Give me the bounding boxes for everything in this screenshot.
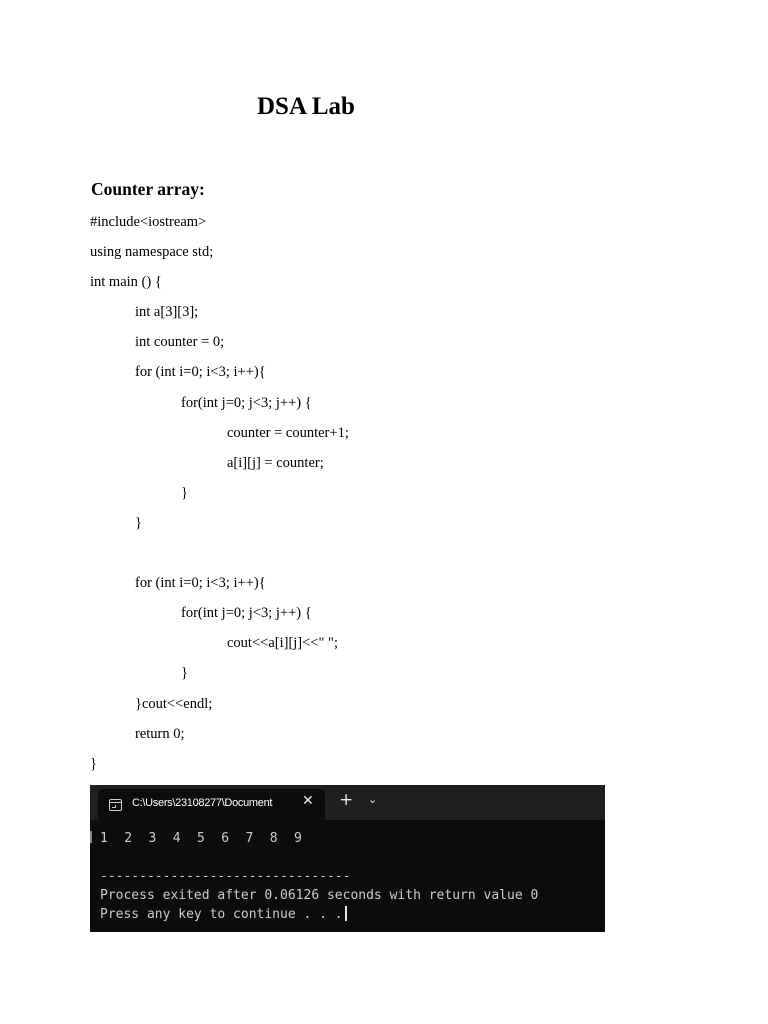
code-line: int counter = 0; [135,334,225,351]
code-line: for (int i=0; i<3; i++){ [135,364,266,381]
terminal-tab[interactable] [98,789,325,820]
terminal-tab-title: C:\Users\23108277\Document [132,797,273,809]
new-tab-button[interactable]: + [339,790,354,810]
code-line: }cout<<endl; [135,695,213,712]
code-line: } [135,514,142,531]
terminal-icon [109,799,122,811]
code-line: } [90,755,97,772]
separator-line: -------------------------------- [100,869,351,884]
code-line: for (int i=0; i<3; i++){ [135,575,266,592]
code-line: a[i][j] = counter; [227,454,324,471]
code-line: counter = counter+1; [227,424,349,441]
terminal-output-area[interactable] [100,829,538,924]
code-line [90,538,590,568]
chevron-down-icon[interactable]: ⌄ [368,793,378,806]
section-heading: Counter array: [91,179,205,199]
close-icon[interactable]: ✕ [302,793,314,809]
code-line: } [181,665,188,682]
code-line: int main () { [90,274,162,291]
document-title: DSA Lab [257,93,355,120]
continue-prompt: Press any key to continue . . . [100,907,343,922]
text-cursor [345,906,347,921]
code-line: #include<iostream> [90,214,207,230]
continue-prompt-line [100,905,538,924]
terminal-left-edge [90,831,92,843]
code-line: for(int j=0; j<3; j++) { [181,394,312,411]
terminal-titlebar [90,785,605,820]
code-line: int a[3][3]; [135,304,199,321]
terminal-window[interactable] [90,785,605,932]
code-listing [90,207,590,779]
code-line: using namespace std; [90,244,214,261]
blank-line [100,848,538,867]
code-line: } [181,484,188,501]
code-line: cout<<a[i][j]<<" "; [227,635,338,652]
code-line: return 0; [135,725,185,742]
program-output: 1 2 3 4 5 6 7 8 9 [100,831,307,846]
code-line: for(int j=0; j<3; j++) { [181,605,312,622]
exit-message: Process exited after 0.06126 seconds with return value 0 [100,888,539,903]
